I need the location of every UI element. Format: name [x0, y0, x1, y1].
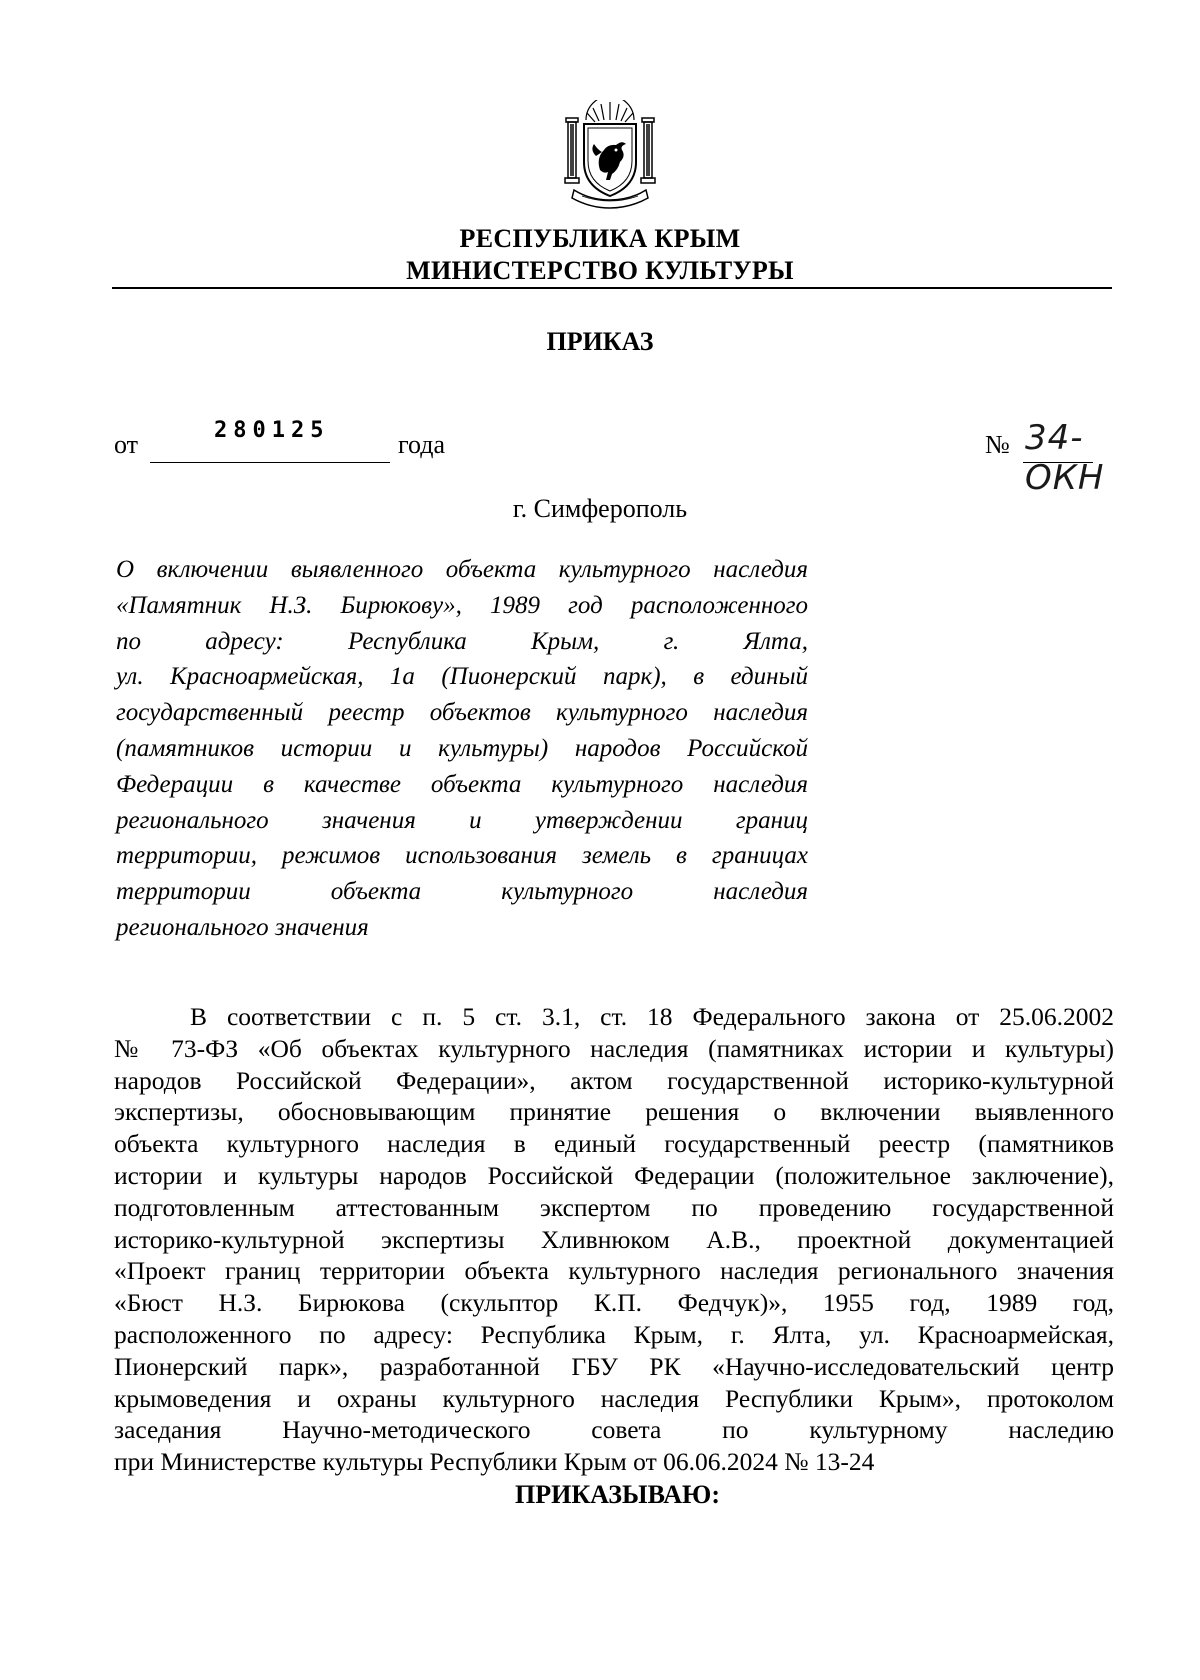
body-line: подготовленным аттестованным экспертом по проведению государственной	[114, 1192, 1114, 1222]
document-type-title: ПРИКАЗ	[546, 327, 654, 356]
subject-line: государственный реестр объектов культурного наследия	[116, 699, 808, 727]
body-line: народов Российской Федерации», актом государственной историко-культурной	[114, 1065, 1114, 1095]
body-line: истории и культуры народов Российской Федерации (положительное заключение),	[114, 1160, 1114, 1190]
body-line: № 73-ФЗ «Об объектах культурного наследия (памятниках истории и культуры)	[114, 1033, 1114, 1063]
body-line: В соответствии с п. 5 ст. 3.1, ст. 18 Федерального закона от 25.06.2002	[190, 1002, 1114, 1031]
subject-line: О включении выявленного объекта культурного наследия	[116, 556, 808, 583]
subject-line: территории, режимов использования земель в границах	[116, 842, 808, 870]
subject-line: регионального значения	[116, 913, 369, 941]
subject-line: по адресу: Республика Крым, г. Ялта,	[116, 627, 808, 655]
order-directive-heading: ПРИКАЗЫВАЮ:	[515, 1480, 720, 1509]
number-underline	[1023, 462, 1093, 463]
date-value: 280125	[214, 418, 330, 443]
document-number-block	[985, 418, 1135, 498]
crimea-coat-of-arms-icon	[560, 100, 660, 212]
number-sign: №	[985, 430, 1010, 459]
subject-line: ул. Красноармейская, 1а (Пионерский парк), в единый	[116, 663, 808, 691]
subject-line: (памятников истории и культуры) народов Российской	[116, 734, 808, 762]
subject-line: территории объекта культурного наследия	[116, 878, 808, 906]
date-prefix: от	[114, 430, 139, 459]
body-line: Пионерский парк», разработанной ГБУ РК «Научно-исследовательский центр	[114, 1351, 1114, 1381]
body-line: историко-культурной экспертизы Хливнюком А.В., проектной документацией	[114, 1224, 1114, 1254]
subject-line: «Памятник Н.З. Бирюкову», 1989 год расположенного	[116, 591, 808, 619]
preamble-paragraph	[114, 1001, 1114, 1478]
date-field	[150, 418, 390, 463]
organization-name-line-2: МИНИСТЕРСТВО КУЛЬТУРЫ	[406, 256, 794, 285]
document-number: 34-ОКН	[1025, 418, 1105, 498]
body-line: расположенного по адресу: Республика Крым, г. Ялта, ул. Красноармейская,	[114, 1319, 1114, 1349]
subject-block	[116, 552, 808, 946]
body-line: «Бюст Н.З. Бирюкова (скульптор К.П. Федчук)», 1955 год, 1989 год,	[114, 1288, 1114, 1318]
body-line: крымоведения и охраны культурного наследия Республики Крым», протоколом	[114, 1383, 1114, 1413]
body-line: при Министерстве культуры Республики Крым от 06.06.2024 № 13-24	[114, 1447, 875, 1477]
subject-line: Федерации в качестве объекта культурного наследия	[116, 770, 808, 798]
city: г. Симферополь	[512, 494, 688, 523]
date-suffix: года	[398, 430, 446, 459]
body-line: объекта культурного наследия в единый государственный реестр (памятников	[114, 1129, 1114, 1159]
body-line: «Проект границ территории объекта культурного наследия регионального значения	[114, 1256, 1114, 1286]
subject-line: регионального значения и утверждении границ	[116, 806, 808, 834]
header-divider	[112, 287, 1112, 289]
body-line: экспертизы, обосновывающим принятие решения о включении выявленного	[114, 1097, 1114, 1127]
body-line: заседания Научно-методического совета по культурному наследию	[114, 1415, 1114, 1445]
organization-name-line-1: РЕСПУБЛИКА КРЫМ	[459, 224, 741, 253]
